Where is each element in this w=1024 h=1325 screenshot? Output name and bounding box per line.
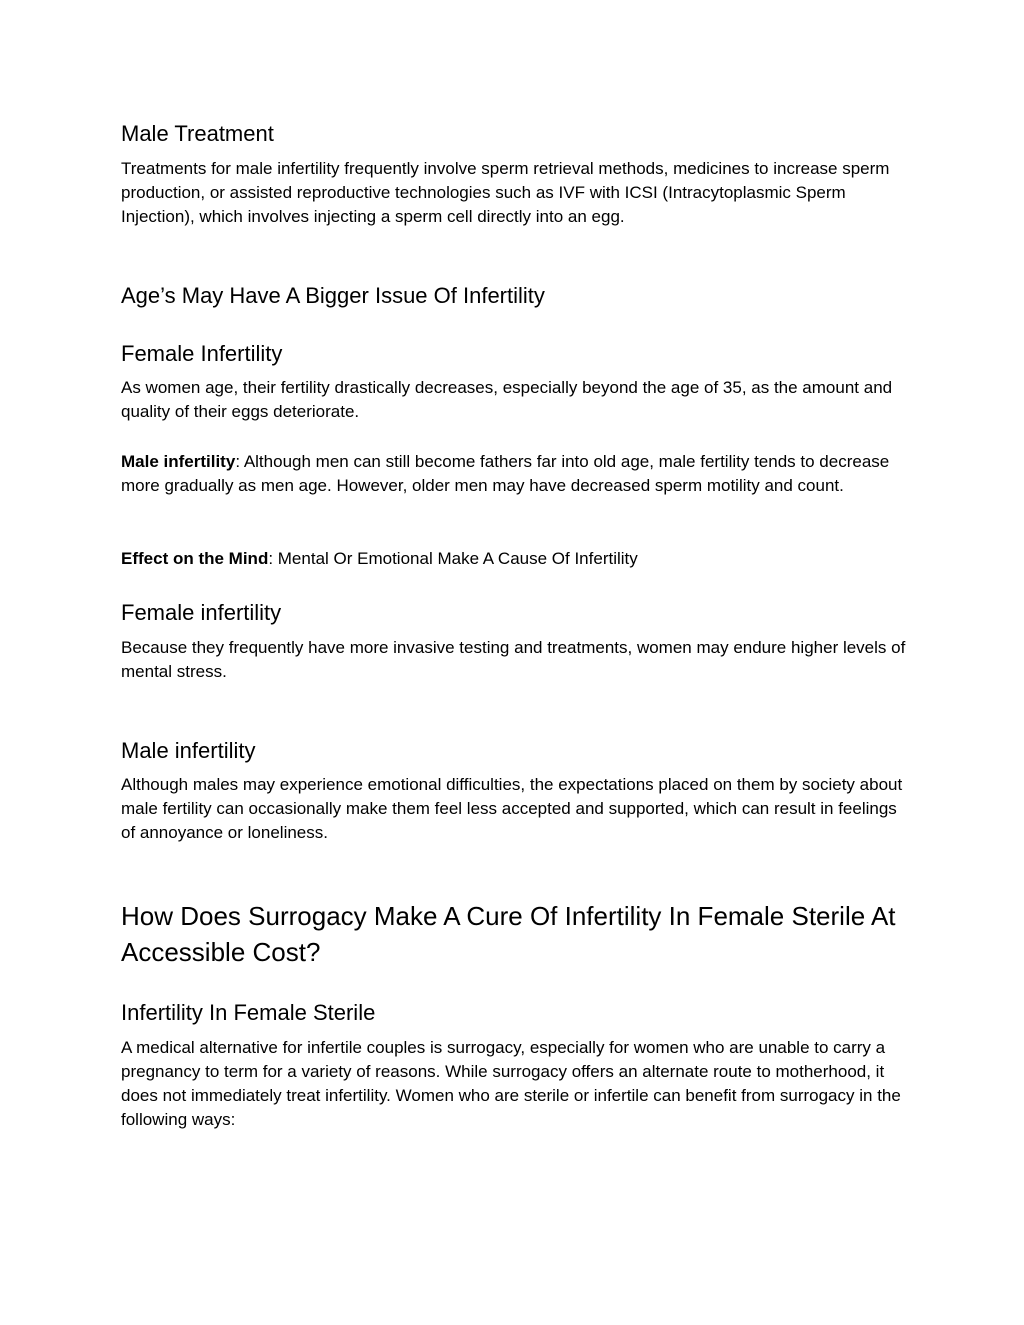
paragraph-effect-mind [121, 547, 911, 571]
paragraph-female-sterile: A medical alternative for infertile couples is surrogacy, especially for women who are unable to carry a pregnancy to term for a variety of reasons. While surrogacy offers an alternate route to motherhood, it does not immediately treat infertility. Women who are sterile or infertile can benefit from surrogacy in the following ways: [121, 1038, 901, 1129]
heading-surrogacy: How Does Surrogacy Make A Cure Of Infertility In Female Sterile At Accessible Cost? [121, 901, 896, 967]
text-male-infertility-age: : Although men can still become fathers far into old age, male fertility tends to decrease more gradually as men age. However, older men may have decreased sperm motility and count. [121, 452, 890, 495]
heading-male-infertility-mind: Male infertility [121, 738, 256, 763]
text-effect-mind: : Mental Or Emotional Make A Cause Of Infertility [268, 549, 638, 568]
heading-female-sterile: Infertility In Female Sterile [121, 1000, 376, 1025]
heading-age-issue: Age’s May Have A Bigger Issue Of Infertility [121, 283, 545, 308]
paragraph-male-infertility-mind: Although males may experience emotional difficulties, the expectations placed on them by society about male fertility can occasionally make them feel less accepted and supported, which can result in feelings of annoyance or loneliness. [121, 775, 903, 842]
label-effect-mind: Effect on the Mind [121, 549, 269, 568]
paragraph-male-infertility-age [121, 450, 911, 498]
heading-female-infertility-age: Female Infertility [121, 341, 283, 366]
paragraph-female-infertility-age: As women age, their fertility drastically decreases, especially beyond the age of 35, as the amount and quality of their eggs deteriorate. [121, 378, 893, 421]
heading-male-treatment: Male Treatment [121, 121, 274, 146]
label-male-infertility: Male infertility [121, 452, 236, 471]
paragraph-male-treatment: Treatments for male infertility frequently involve sperm retrieval methods, medicines to increase sperm production, or assisted reproductive technologies such as IVF with ICSI (Intracytoplasmic Sperm Injection), which involves injecting a sperm cell directly into an egg. [121, 159, 890, 226]
paragraph-female-infertility-mind: Because they frequently have more invasive testing and treatments, women may endure higher levels of mental stress. [121, 638, 906, 681]
heading-female-infertility-mind: Female infertility [121, 600, 282, 625]
